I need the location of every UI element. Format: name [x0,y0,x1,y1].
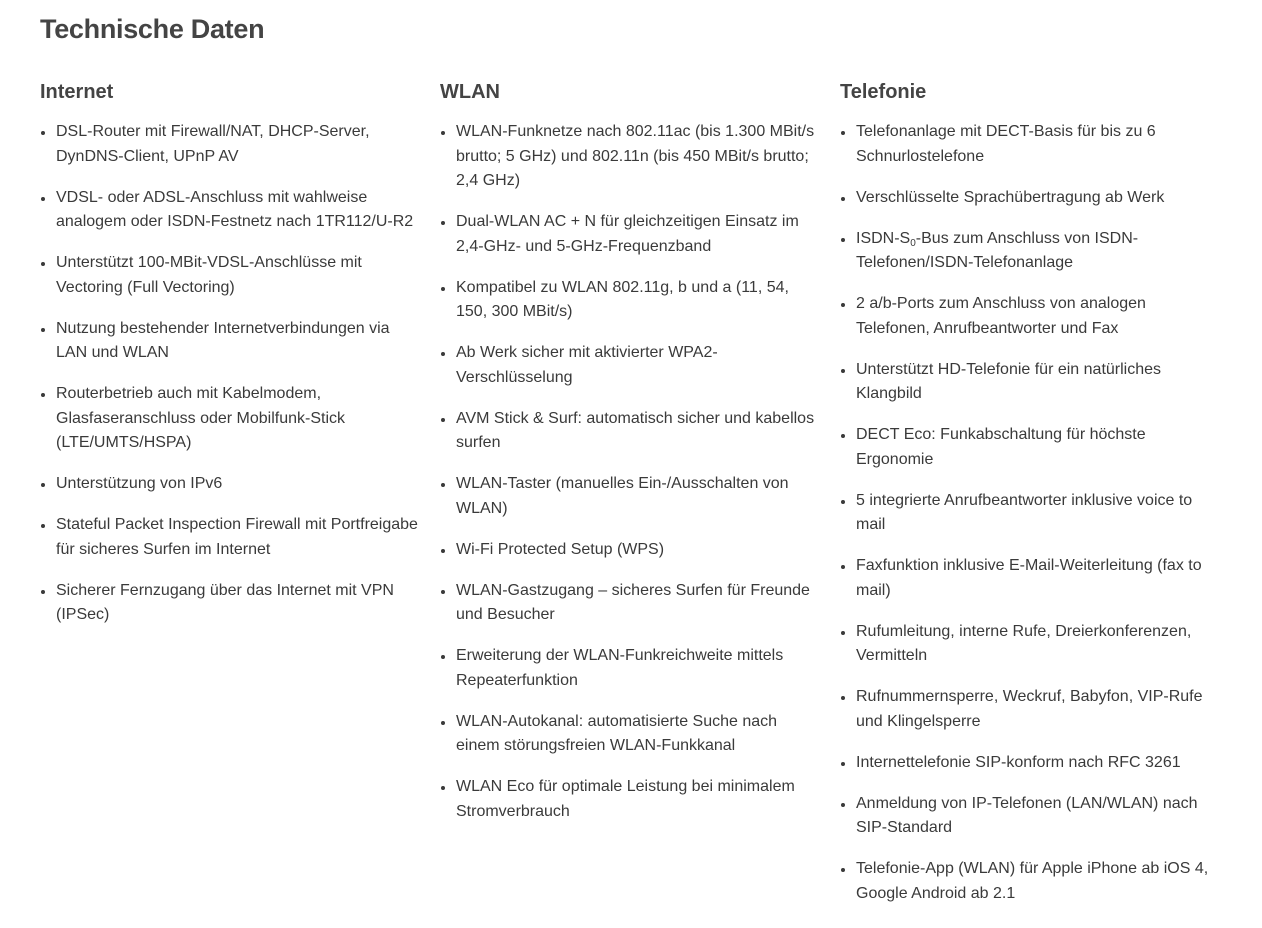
list-item: Unterstützung von IPv6 [40,472,418,497]
wlan-heading: WLAN [440,81,500,103]
list-item: Nutzung bestehender Internetverbindungen via LAN und WLAN [40,317,418,366]
list-item: Internettelefonie SIP-konform nach RFC 3261 [840,751,1216,776]
list-item: Anmeldung von IP-Telefonen (LAN/WLAN) nach SIP-Standard [840,792,1216,841]
list-item: Unterstützt HD-Telefonie für ein natürliches Klangbild [840,358,1216,407]
list-item: 5 integrierte Anrufbeantworter inklusive voice to mail [840,489,1216,538]
list-item: WLAN Eco für optimale Leistung bei minimalem Stromverbrauch [440,775,818,824]
list-item: Erweiterung der WLAN-Funkreichweite mittels Repeaterfunktion [440,644,818,693]
list-item: Telefonanlage mit DECT-Basis für bis zu 6 Schnurlostelefone [840,120,1216,169]
list-item: Unterstützt 100-MBit-VDSL-Anschlüsse mit Vectoring (Full Vectoring) [40,251,418,300]
internet-column [40,78,440,923]
list-item: Ab Werk sicher mit aktivierter WPA2-Verschlüsselung [440,341,818,390]
list-item: WLAN-Gastzugang – sicheres Surfen für Freunde und Besucher [440,579,818,628]
isdn-subscript: 0 [910,237,916,249]
list-item: Stateful Packet Inspection Firewall mit Portfreigabe für sicheres Surfen im Internet [40,513,418,562]
list-item [840,227,1216,276]
list-item: WLAN-Autokanal: automatisierte Suche nach einem störungsfreien WLAN-Funkkanal [440,710,818,759]
list-item: Telefonie-App (WLAN) für Apple iPhone ab iOS 4, Google Android ab 2.1 [840,857,1216,906]
list-item: Kompatibel zu WLAN 802.11g, b und a (11, 54, 150, 300 MBit/s) [440,276,818,325]
list-item: DSL-Router mit Firewall/NAT, DHCP-Server, DynDNS-Client, UPnP AV [40,120,418,169]
list-item: AVM Stick & Surf: automatisch sicher und kabellos surfen [440,407,818,456]
list-item: 2 a/b-Ports zum Anschluss von analogen Telefonen, Anrufbeantworter und Fax [840,292,1216,341]
list-item: Faxfunktion inklusive E-Mail-Weiterleitung (fax to mail) [840,554,1216,603]
telefonie-column [840,78,1230,923]
list-item: VDSL- oder ADSL-Anschluss mit wahlweise analogem oder ISDN-Festnetz nach 1TR112/U-R2 [40,186,418,235]
isdn-text-before: ISDN-S [856,229,911,247]
isdn-text-after: -Bus zum Anschluss von ISDN-Telefonen/ISDN-Telefonanlage [856,229,1139,271]
list-item: Rufnummernsperre, Weckruf, Babyfon, VIP-Rufe und Klingelsperre [840,685,1216,734]
wlan-column [440,78,840,923]
page-title: Technische Daten [40,14,265,44]
list-item: DECT Eco: Funkabschaltung für höchste Ergonomie [840,423,1216,472]
spec-columns [40,78,1230,923]
internet-feature-list [40,120,440,628]
list-item: Rufumleitung, interne Rufe, Dreierkonferenzen, Vermitteln [840,620,1216,669]
list-item: WLAN-Taster (manuelles Ein-/Ausschalten von WLAN) [440,472,818,521]
list-item: Wi-Fi Protected Setup (WPS) [440,538,818,563]
list-item: Sicherer Fernzugang über das Internet mit VPN (IPSec) [40,579,418,628]
list-item: WLAN-Funknetze nach 802.11ac (bis 1.300 MBit/s brutto; 5 GHz) und 802.11n (bis 450 MBit/s brutto; 2,4 GHz) [440,120,818,194]
list-item: Dual-WLAN AC + N für gleichzeitigen Einsatz im 2,4-GHz- und 5-GHz-Frequenzband [440,210,818,259]
telefonie-feature-list [840,120,1230,906]
telefonie-heading: Telefonie [840,81,927,103]
internet-heading: Internet [40,81,114,103]
list-item: Routerbetrieb auch mit Kabelmodem, Glasfaseranschluss oder Mobilfunk-Stick (LTE/UMTS/HSPA) [40,382,418,456]
list-item: Verschlüsselte Sprachübertragung ab Werk [840,186,1216,211]
wlan-feature-list [440,120,840,824]
